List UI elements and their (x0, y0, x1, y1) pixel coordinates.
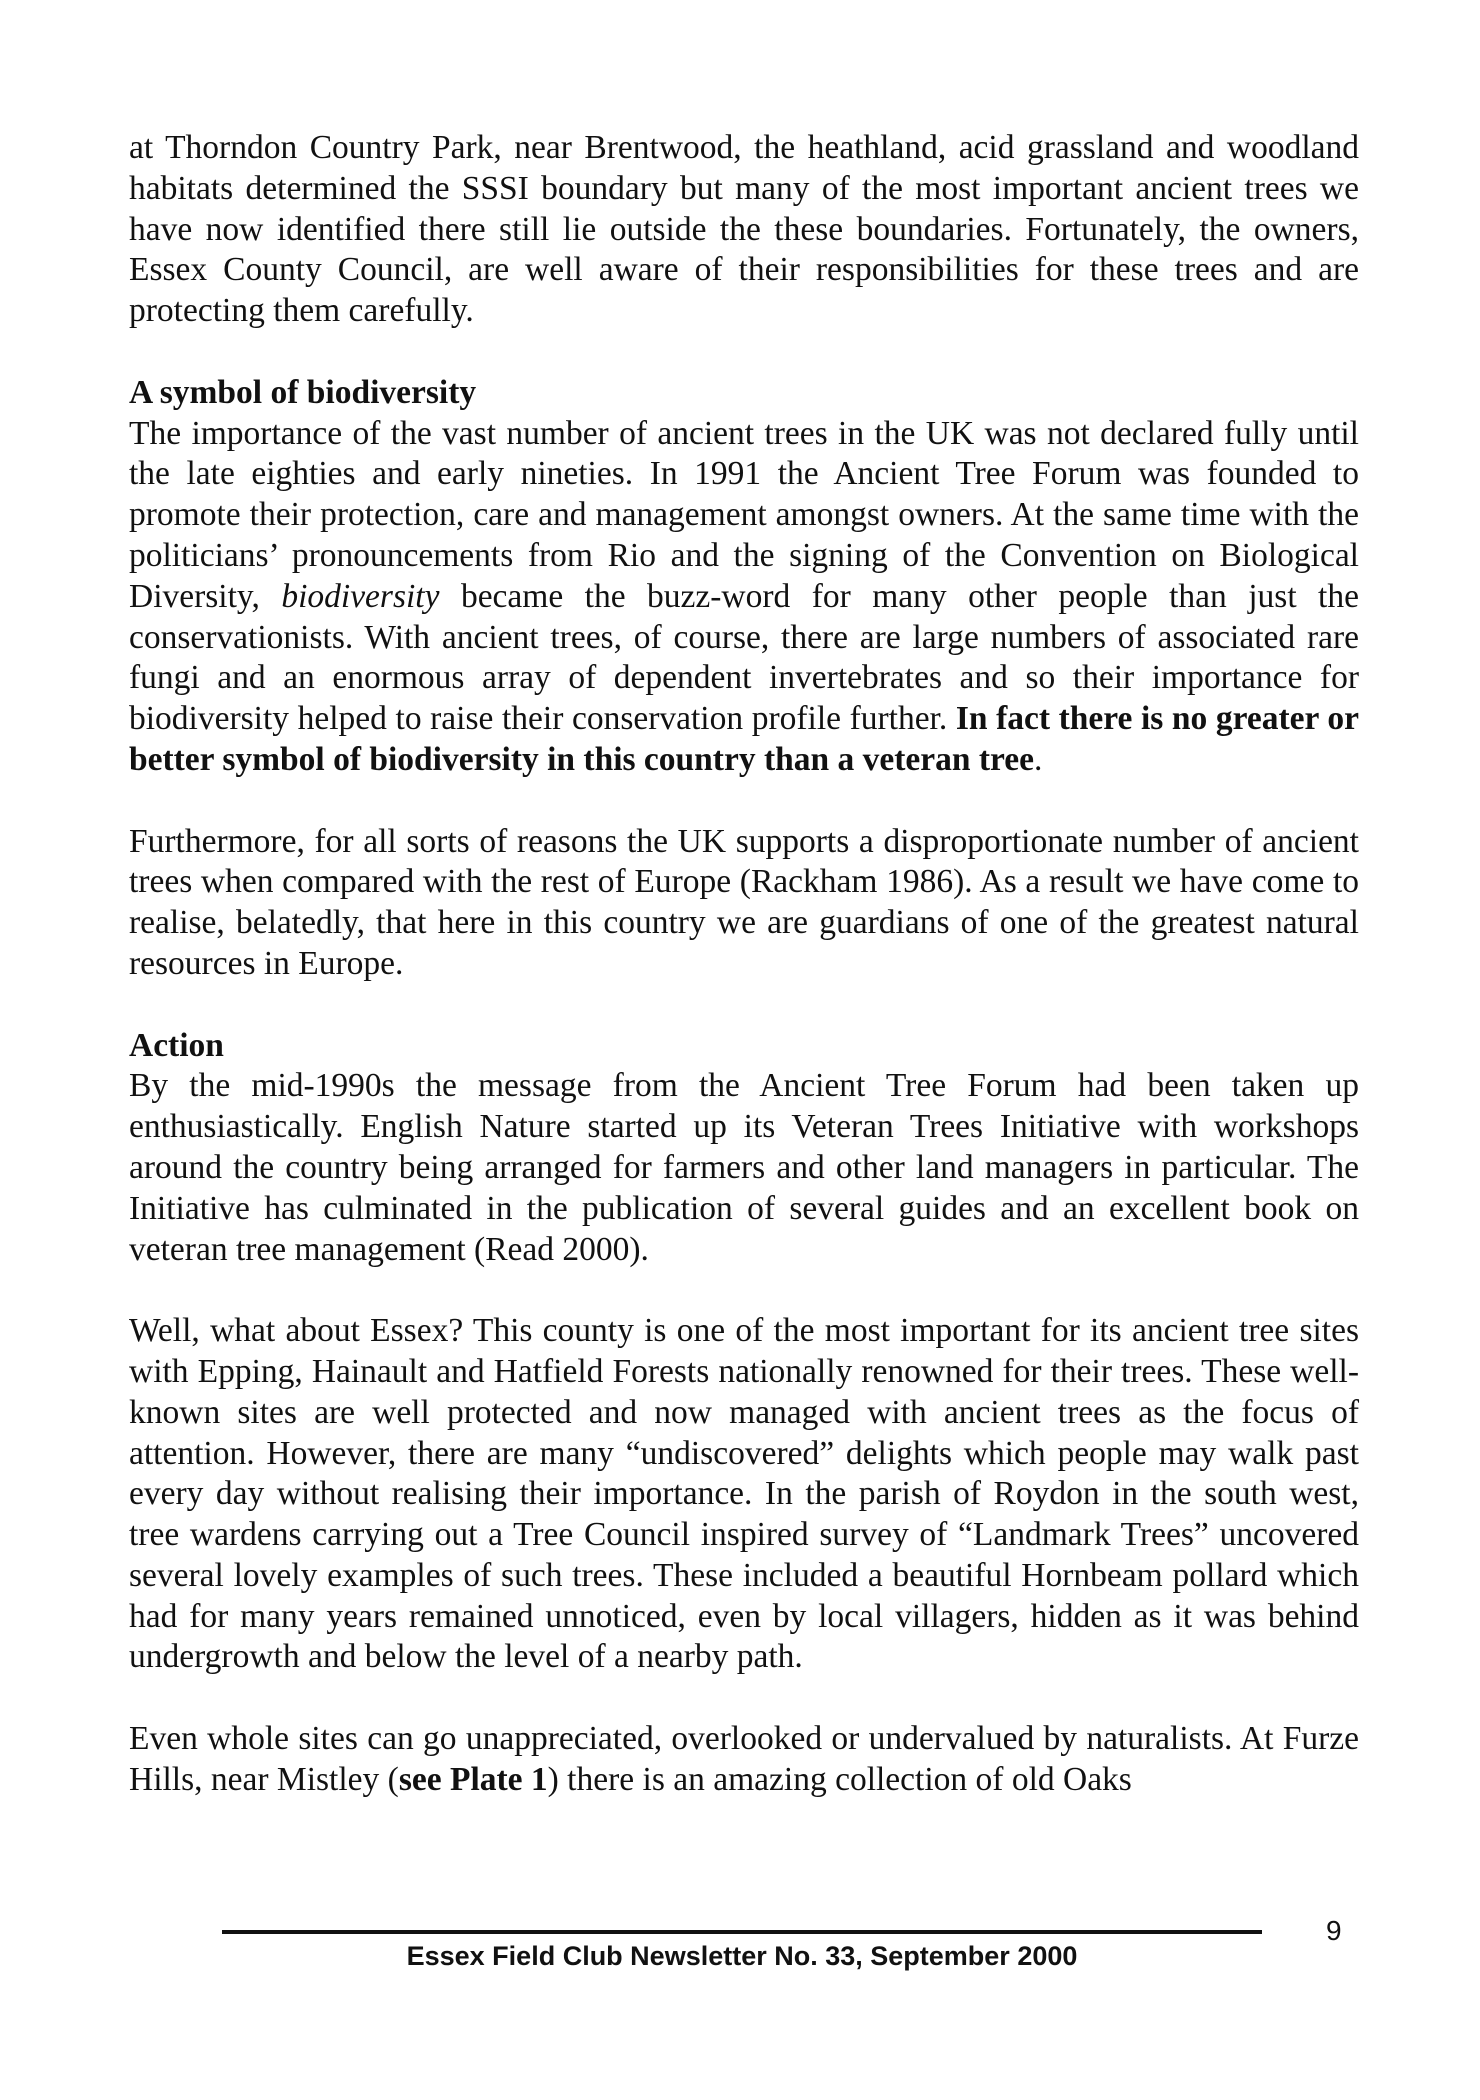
footer-rule (222, 1930, 1262, 1934)
paragraph-text-segment: The importance of the vast number of ancient trees in the UK was not declared fully until the late eighties and early nineties. In 1991 the Ancient Tree Forum was founded to promote their protection, care and management amongst owners. At the same time with the politicians’ pronouncements from Rio and the signing of the Convention on Biological Diversity, (129, 414, 1359, 615)
paragraph-uk-disproportionate: Furthermore, for all sorts of reasons the UK supports a disproportionate number of ancient trees when compared with the rest of Europe (Rackham 1986). As a result we have come to realise, belatedly, that here in this country we are guardians of one of the greatest natural resources in Europe. (129, 822, 1359, 982)
paragraph-text-segment: ) there is an amazing collection of old Oaks (547, 1760, 1132, 1798)
paragraph-text-segment: became the buzz-word for many other people than just the conservationists. With ancient trees, of course, there are large numbers of associated rare fungi and an enormous array of dependent invertebrates and so their importance for biodiversity helped to raise their conservation profile further. (129, 577, 1359, 738)
paragraph-text-segment: Even whole sites can go unappreciated, overlooked or undervalued by naturalists. At Furze Hills, near Mistley ( (129, 1720, 1359, 1798)
italic-term-biodiversity: biodiversity (281, 577, 440, 615)
paragraph-importance-of-ancient-trees (129, 414, 1359, 781)
footer-newsletter-title: Essex Field Club Newsletter No. 33, September 2000 (406, 1941, 1078, 1971)
paragraph-furze-hills (129, 1719, 1359, 1801)
page-number: 9 (1326, 1915, 1342, 1946)
paragraph-thorndon: at Thorndon Country Park, near Brentwood, the heathland, acid grassland and woodland habitats determined the SSSI boundary but many of the most important ancient trees we have now identified there still lie outside the these boundaries. Fortunately, the owners, Essex County Council, are well aware of their responsibilities for these trees and are protecting them carefully. (129, 129, 1359, 330)
bold-statement-veteran-tree: In fact there is no greater or better symbol of biodiversity in this country than a veteran tree (129, 700, 1360, 778)
heading-action: Action (129, 1026, 224, 1064)
paragraph-veteran-trees-initiative: By the mid-1990s the message from the Ancient Tree Forum had been taken up enthusiastically. English Nature started up its Veteran Trees Initiative with workshops around the country being arranged for farmers and other land managers in particular. The Initiative has culminated in the publication of several guides and an excellent book on veteran tree management (Read 2000). (129, 1067, 1359, 1268)
plate-reference: see Plate 1 (398, 1760, 548, 1798)
body-text-column (129, 128, 1359, 1841)
heading-symbol-of-biodiversity: A symbol of biodiversity (129, 373, 477, 411)
paragraph-text-segment: . (1034, 740, 1043, 778)
paragraph-essex-sites: Well, what about Essex? This county is one of the most important for its ancient tree sites with Epping, Hainault and Hatfield Forests nationally renowned for their trees. These well-known sites are well protected and now managed with ancient trees as the focus of attention. However, there are many “undiscovered” delights which people may walk past every day without realising their importance. In the parish of Roydon in the south west, tree wardens carrying out a Tree Council inspired survey of “Landmark Trees” uncovered several lovely examples of such trees. These included a beautiful Hornbeam pollard which had for many years remained unnoticed, even by local villagers, hidden as it was behind undergrowth and below the level of a nearby path. (129, 1312, 1359, 1676)
